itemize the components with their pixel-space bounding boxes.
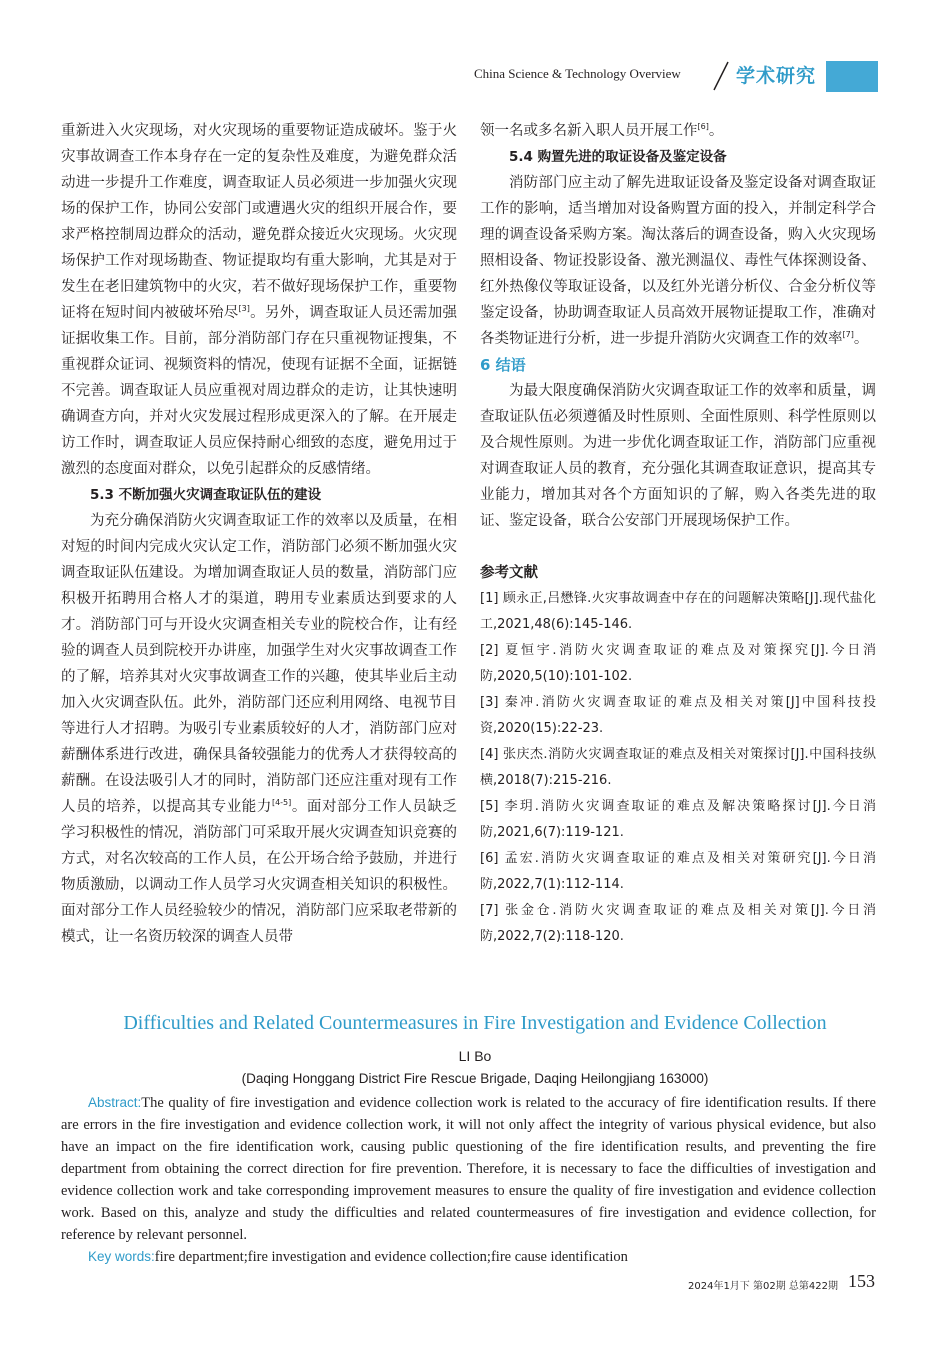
section-heading-5-3: 5.3 不断加强火灾调查取证队伍的建设 — [90, 487, 322, 503]
citation: [3] — [238, 304, 250, 314]
section-label: 学术研究 — [736, 65, 817, 87]
left-column — [61, 118, 457, 950]
citation: [4-5] — [271, 798, 292, 808]
reference-item: [1] 顾永正,吕懋锋.火灾事故调查中存在的问题解决策略[J].现代盐化工,2021,48(6):145-146. — [480, 591, 876, 632]
reference-item: [6] 孟宏.消防火灾调查取证的难点及相关对策研究[J].今日消防,2022,7(1):112-114. — [480, 851, 876, 892]
reference-item: [4] 张庆杰.消防火灾调查取证的难点及相关对策探讨[J].中国科技纵横,2018(7):215-216. — [480, 747, 876, 788]
reference-item: [2] 夏恒宇.消防火灾调查取证的难点及对策探究[J].今日消防,2020,5(10):101-102. — [480, 643, 876, 684]
header-accent-block — [826, 61, 878, 92]
english-author: LI Bo — [458, 1048, 492, 1064]
keywords-label: Key words: — [88, 1249, 155, 1264]
citation: [7] — [842, 330, 854, 340]
paragraph: 为最大限度确保消防火灾调查取证工作的效率和质量，调查取证队伍必须遵循及时性原则、全面性原则、科学性原则以及合规性原则。为进一步优化调查取证工作，消防部门应重视对调查取证人员的教育，充分强化其调查取证意识，提高其专业能力，增加其对各个方面知识的了解，购入各类先进的取证、鉴定设备，联合公安部门开展现场保护工作。 — [480, 383, 876, 529]
issue-info: 2024年1月下 第02期 总第422期 — [688, 1281, 838, 1292]
english-keywords: Key words:fire department;fire investigation and evidence collection;fire cause identification — [88, 1249, 628, 1265]
references-heading: 参考文献 — [480, 565, 538, 581]
english-abstract: Abstract:The quality of fire investigation and evidence collection work is related to the accuracy of fire identification results. If there are errors in the fire investigation and evidence collection work, it will not only affect the integrity of various physical evidence, but also have an impact on the fire identification work, causing public questioning of the fire identification results, and preventing the fire department from obtaining the correct direction for fire prevention. Therefore, it is necessary to face the difficulties of investigation and evidence collection work and take corresponding improvement measures to ensure the quality of fire investigation and evidence collection work. Based on this, analyze and study the difficulties and related countermeasures of fire investigation and evidence collection, for reference by relevant personnel. — [61, 1095, 876, 1243]
journal-name: China Science & Technology Overview — [474, 66, 681, 81]
paragraph: 为充分确保消防火灾调查取证工作的效率以及质量，在相对短的时间内完成火灾认定工作，消防部门必须不断加强火灾调查取证队伍建设。为增加调查取证人员的数量，消防部门应积极开拓聘用合格人才的渠道，聘用专业素质达到要求的人才。消防部门可与开设火灾调查相关专业的院校合作，让有经验的调查人员到院校开办讲座，加强学生对火灾事故调查工作的了解，培养其对火灾事故调查工作的兴趣，使其毕业后主动加入火灾调查队伍。此外，消防部门还应利用网络、电视节目等进行人才招聘。为吸引专业素质较好的人才，消防部门应对薪酬体系进行改进，确保具备较强能力的优秀人才获得较高的薪酬。在设法吸引人才的同时，消防部门还应注重对现有工作人员的培养，以提高其专业能力[4-5]。面对部分工作人员缺乏学习积极性的情况，消防部门可采取开展火灾调查知识竞赛的方式，对名次较高的工作人员，在公开场合给予鼓励，并进行物质激励，以调动工作人员学习火灾调查相关知识的积极性。面对部分工作人员经验较少的情况，消防部门应采取老带新的模式，让一名资历较深的调查人员带 — [61, 513, 458, 945]
reference-list — [480, 586, 876, 950]
citation: [6] — [697, 122, 709, 132]
reference-item: [7] 张金仓.消防火灾调查取证的难点及相关对策[J].今日消防,2022,7(2):118-120. — [480, 903, 876, 944]
section-heading-6: 6 结语 — [480, 356, 526, 374]
paragraph: 消防部门应主动了解先进取证设备及鉴定设备对调查取证工作的影响，适当增加对设备购置方面的投入，并制定科学合理的调查设备采购方案。淘汰落后的调查设备，购入火灾现场照相设备、物证投影设备、激光测温仪、毒性气体探测设备、红外热像仪等取证设备，以及红外光谱分析仪、合金分析仪等鉴定设备，协助调查取证人员高效开展物证提取工作，准确对各类物证进行分析，进一步提升消防火灾调查工作的效率[7]。 — [480, 175, 876, 347]
english-title: Difficulties and Related Countermeasures in Fire Investigation and Evidence Collection — [123, 1012, 827, 1034]
section-heading-5-4: 5.4 购置先进的取证设备及鉴定设备 — [509, 149, 727, 165]
page-number: 153 — [848, 1271, 875, 1291]
abstract-label: Abstract: — [88, 1095, 142, 1110]
paragraph: 重新进入火灾现场，对火灾现场的重要物证造成破坏。鉴于火灾事故调查工作本身存在一定的复杂性及难度，为避免群众活动进一步提升工作难度，调查取证人员必须进一步加强火灾现场的保护工作，协同公安部门或遭遇火灾的组织开展合作，要求严格控制周边群众的活动，避免群众接近火灾现场。火灾现场保护工作对现场勘查、物证提取均有重大影响，尤其是对于发生在老旧建筑物中的火灾，若不做好现场保护工作，重要物证将在短时间内被破坏殆尽[3]。另外，调查取证人员还需加强证据收集工作。目前，部分消防部门存在只重视物证搜集，不重视群众证词、视频资料的情况，使现有证据不全面，证据链不完善。调查取证人员应重视对周边群众的走访，让其快速明确调查方向，并对火灾发展过程形成更深入的了解。在开展走访工作时，调查取证人员应保持耐心细致的态度，避免用过于激烈的态度面对群众，以免引起群众的反感情绪。 — [61, 123, 458, 477]
english-affiliation: (Daqing Honggang District Fire Rescue Brigade, Daqing Heilongjiang 163000) — [241, 1071, 709, 1086]
paragraph: 领一名或多名新入职人员开展工作[6]。 — [480, 122, 724, 139]
reference-item: [3] 秦冲.消防火灾调查取证的难点及相关对策[J]中国科技投资,2020(15):22-23. — [480, 695, 876, 736]
header-slash-divider — [708, 60, 734, 92]
reference-item: [5] 李玥.消防火灾调查取证的难点及解决策略探讨[J].今日消防,2021,6(7):119-121. — [480, 799, 876, 840]
right-column — [480, 118, 876, 950]
